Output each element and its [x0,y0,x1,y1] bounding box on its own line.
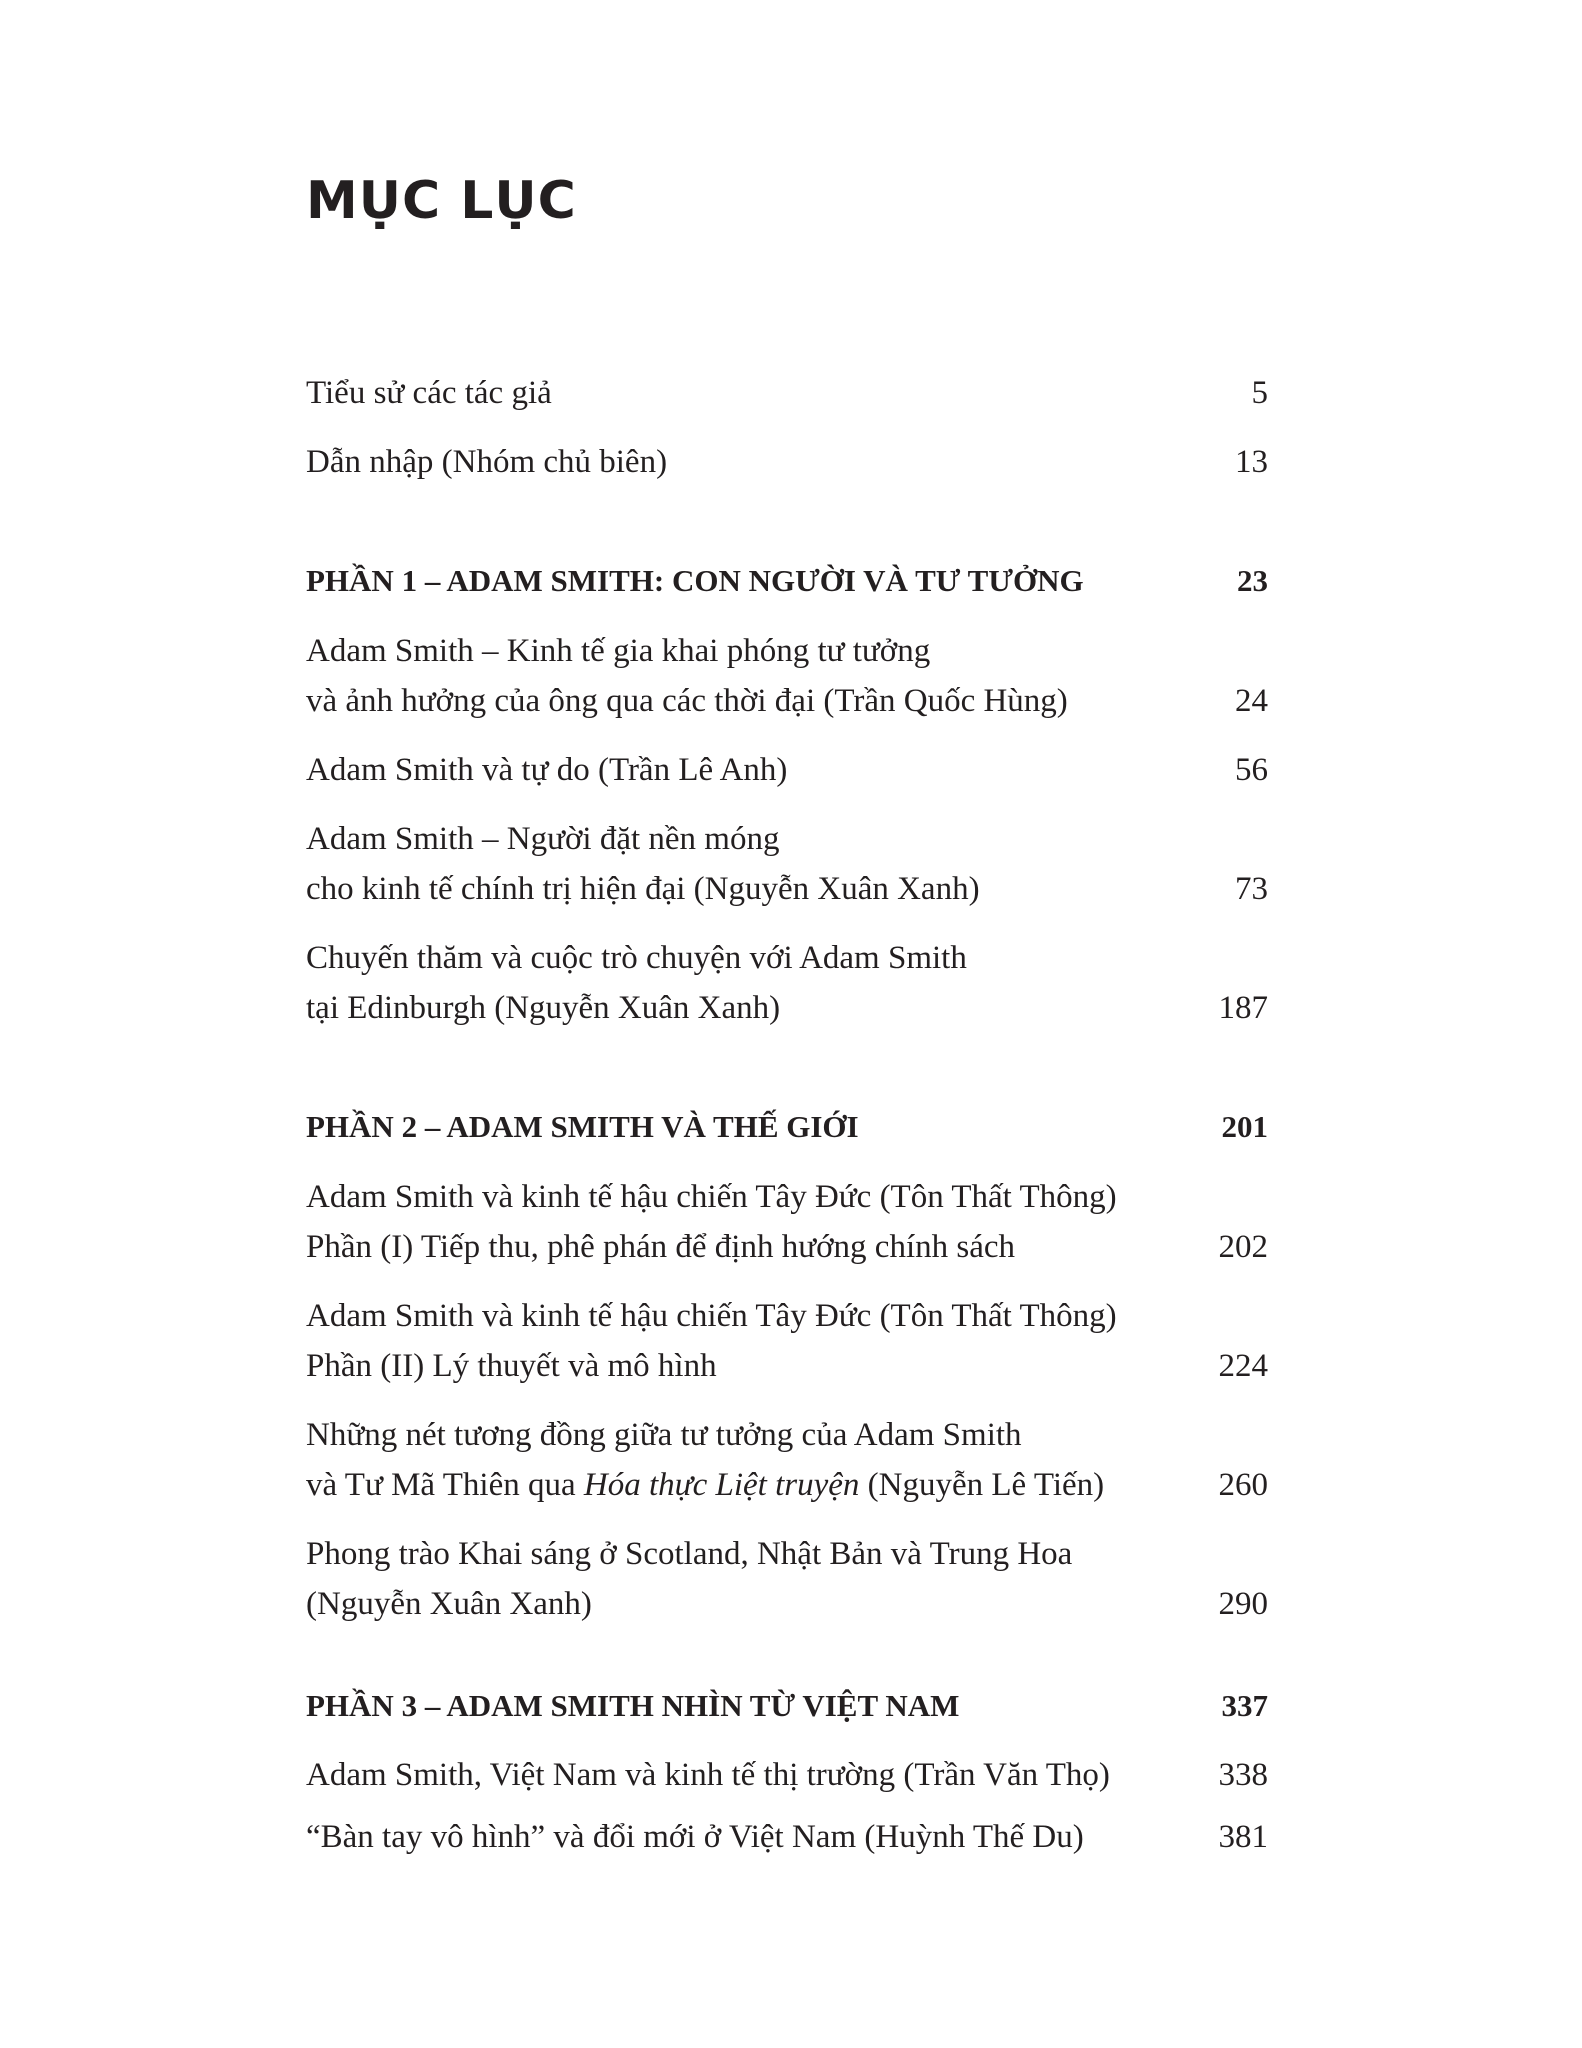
toc-entry[interactable] [306,626,1268,726]
toc-entry[interactable] [306,368,1268,418]
toc-entry-title-line: Phong trào Khai sáng ở Scotland, Nhật Bản và Trung Hoa [306,1536,1073,1572]
toc-part-heading[interactable] [306,556,1268,606]
toc-page-number: 224 [1218,1348,1268,1384]
toc-part-title: PHẦN 1 – ADAM SMITH: CON NGƯỜI VÀ TƯ TƯỞNG [306,563,1084,598]
toc-page-number: 290 [1218,1586,1268,1622]
toc-page-number: 5 [1251,375,1268,411]
toc-entry-title-line: Phần (II) Lý thuyết và mô hình [306,1348,717,1384]
toc-page-number: 381 [1218,1819,1268,1855]
toc-entry[interactable] [306,1291,1268,1391]
toc-entry[interactable] [306,1172,1268,1272]
toc-page-number: 338 [1218,1757,1268,1793]
toc-page-number: 56 [1235,752,1268,788]
toc-page-number: 13 [1235,444,1268,480]
toc-entry-title: Tiểu sử các tác giả [306,375,552,411]
toc-entry[interactable] [306,437,1268,487]
toc-part-title: PHẦN 3 – ADAM SMITH NHÌN TỪ VIỆT NAM [306,1688,960,1723]
toc-entry-title: Adam Smith và tự do (Trần Lê Anh) [306,752,788,788]
toc-page-number: 337 [1221,1688,1268,1723]
toc-entry[interactable] [306,1410,1268,1510]
toc-entry-title-line: Adam Smith – Kinh tế gia khai phóng tư tưởng [306,633,931,669]
toc-page-number: 260 [1218,1467,1268,1503]
toc-page-number: 24 [1235,683,1268,719]
toc-page-number: 23 [1237,563,1268,598]
toc-entry-title-line: Adam Smith và kinh tế hậu chiến Tây Đức (Tôn Thất Thông) [306,1298,1117,1334]
toc-entry[interactable] [306,1812,1268,1862]
toc-part-heading[interactable] [306,1681,1268,1731]
toc-part-heading[interactable] [306,1102,1268,1152]
toc-entry-title-line: cho kinh tế chính trị hiện đại (Nguyễn Xuân Xanh) [306,871,980,907]
toc-entry-title-line: tại Edinburgh (Nguyễn Xuân Xanh) [306,990,781,1026]
toc-entry-title: “Bàn tay vô hình” và đổi mới ở Việt Nam (Huỳnh Thế Du) [306,1819,1084,1855]
toc-page-number: 202 [1218,1229,1268,1265]
toc-entry-title-line: và ảnh hưởng của ông qua các thời đại (Trần Quốc Hùng) [306,683,1068,719]
toc-entry-title-line: Adam Smith và kinh tế hậu chiến Tây Đức (Tôn Thất Thông) [306,1179,1117,1215]
toc-entry-title-line: Những nét tương đồng giữa tư tưởng của Adam Smith [306,1417,1022,1453]
toc-entry[interactable] [306,745,1268,795]
toc-entry-title-line: (Nguyễn Xuân Xanh) [306,1586,592,1622]
toc-page-number: 201 [1221,1109,1268,1144]
toc-entry[interactable] [306,814,1268,914]
toc-page-number: 187 [1218,990,1268,1026]
table-of-contents [306,0,1268,2048]
toc-title-segment: và Tư Mã Thiên qua [306,1467,584,1503]
toc-title-segment: (Nguyễn Lê Tiến) [859,1467,1105,1503]
page-title: MỤC LỤC [306,171,577,231]
toc-entry-title: Adam Smith, Việt Nam và kinh tế thị trường (Trần Văn Thọ) [306,1757,1110,1793]
toc-page-number: 73 [1235,871,1268,907]
toc-entry[interactable] [306,933,1268,1033]
toc-italic-work-title: Hóa thực Liệt truyện [583,1467,860,1503]
toc-entry-title: Dẫn nhập (Nhóm chủ biên) [306,444,668,480]
toc-entry-title-line: Adam Smith – Người đặt nền móng [306,821,780,857]
toc-part-title: PHẦN 2 – ADAM SMITH VÀ THẾ GIỚI [306,1109,859,1144]
toc-entry[interactable] [306,1529,1268,1629]
toc-entry-title-line [306,1460,1104,1510]
toc-entry-title-line: Phần (I) Tiếp thu, phê phán để định hướng chính sách [306,1229,1016,1265]
toc-entry[interactable] [306,1750,1268,1800]
toc-entry-title-line: Chuyến thăm và cuộc trò chuyện với Adam Smith [306,940,967,976]
